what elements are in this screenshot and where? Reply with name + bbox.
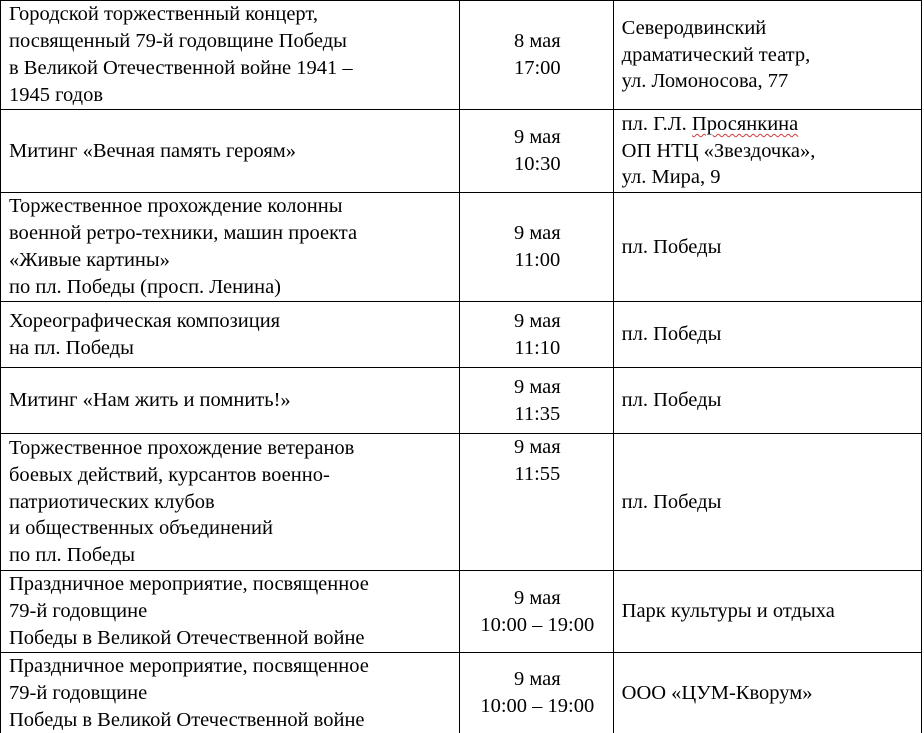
table-row <box>1 368 922 434</box>
event-line: Торжественное прохождение колонны <box>9 195 343 218</box>
table-row <box>1 653 922 733</box>
event-datetime-cell <box>459 571 613 653</box>
event-name-cell <box>1 434 460 571</box>
event-line: на пл. Победы <box>9 336 134 359</box>
table-row <box>1 193 922 302</box>
event-name-cell <box>1 571 460 653</box>
event-line: боевых действий, курсантов военно- <box>9 463 330 486</box>
event-place-cell <box>613 653 921 733</box>
place-line: ул. Мира, 9 <box>621 166 721 189</box>
event-time: 11:10 <box>514 336 561 359</box>
place-line: Северодвинский <box>621 16 767 39</box>
table-row <box>1 1 922 110</box>
event-time: 11:55 <box>514 462 561 485</box>
event-line: 79-й годовщине <box>9 600 148 623</box>
event-line: по пл. Победы <box>9 544 136 567</box>
event-line: по пл. Победы (просп. Ленина) <box>9 275 281 298</box>
event-date: 9 мая <box>513 126 561 149</box>
place-line: пл. Победы <box>621 235 722 258</box>
event-time: 10:30 <box>513 153 561 175</box>
event-date: 9 мая <box>513 222 561 245</box>
event-time: 11:35 <box>514 402 561 425</box>
event-line: посвященный 79-й годовщине Победы <box>9 30 347 53</box>
event-line: Митинг «Нам жить и помнить!» <box>9 389 291 412</box>
event-line: патриотических клубов <box>9 490 215 513</box>
event-line: Митинг «Вечная память героям» <box>9 139 296 162</box>
event-time: 10:00 – 19:00 <box>480 695 595 718</box>
event-place-cell <box>613 193 921 302</box>
event-date: 9 мая <box>513 436 561 458</box>
place-line: Парк культуры и отдыха <box>621 600 835 623</box>
event-date: 9 мая <box>513 375 561 398</box>
event-date: 9 мая <box>513 668 561 691</box>
event-name-cell <box>1 302 460 368</box>
place-prefix: пл. Г.Л. <box>621 112 692 135</box>
event-date: 9 мая <box>513 586 561 609</box>
event-datetime-cell <box>459 653 613 733</box>
event-line: Праздничное мероприятие, посвященное <box>9 655 369 677</box>
place-line: драматический театр, <box>621 43 811 66</box>
event-datetime-cell <box>459 1 613 110</box>
event-line: Победы в Великой Отечественной войне <box>9 626 365 649</box>
table-row <box>1 110 922 193</box>
event-line: Победы в Великой Отечественной войне <box>9 708 365 731</box>
event-place-cell <box>613 434 921 571</box>
event-date: 8 мая <box>513 30 561 53</box>
event-line: Хореографическая композиция <box>9 309 281 332</box>
event-line: в Великой Отечественной войне 1941 – <box>9 57 353 79</box>
event-place-cell <box>613 110 921 193</box>
event-line: Торжественное прохождение ветеранов <box>9 437 355 459</box>
event-place-cell <box>613 368 921 434</box>
table-row <box>1 434 922 571</box>
event-place-cell <box>613 1 921 110</box>
event-name-cell <box>1 1 460 110</box>
event-datetime-cell <box>459 302 613 368</box>
event-time: 10:00 – 19:00 <box>480 613 595 636</box>
place-line: пл. Победы <box>621 323 722 346</box>
event-line: 1945 годов <box>9 83 104 106</box>
event-line: военной ретро-техники, машин проекта <box>9 222 358 245</box>
event-name-cell <box>1 110 460 193</box>
place-line: ОП НТЦ «Звездочка», <box>621 139 816 162</box>
event-line: «Живые картины» <box>9 249 170 271</box>
table-row <box>1 571 922 653</box>
event-name-cell <box>1 368 460 434</box>
event-datetime-cell <box>459 193 613 302</box>
spellcheck-marked-word[interactable]: Просянкина <box>691 112 799 135</box>
event-name-cell <box>1 653 460 733</box>
event-time: 11:00 <box>514 249 561 271</box>
table-row <box>1 302 922 368</box>
event-line: 79-й годовщине <box>9 681 148 704</box>
event-date: 9 мая <box>513 309 561 332</box>
event-line: Городской торжественный концерт, <box>9 3 318 26</box>
event-place-cell <box>613 571 921 653</box>
event-datetime-cell <box>459 110 613 193</box>
event-datetime-cell <box>459 368 613 434</box>
place-line <box>622 111 915 138</box>
event-place-cell <box>613 302 921 368</box>
event-datetime-cell <box>459 434 613 571</box>
event-name-cell <box>1 193 460 302</box>
event-line: Праздничное мероприятие, посвященное <box>9 573 369 596</box>
place-line: ул. Ломоносова, 77 <box>621 70 789 93</box>
place-line: ООО «ЦУМ-Кворум» <box>621 681 813 704</box>
place-line: пл. Победы <box>621 389 722 412</box>
event-time: 17:00 <box>513 57 561 79</box>
place-line: пл. Победы <box>621 490 722 513</box>
event-line: и общественных объединений <box>9 517 273 540</box>
